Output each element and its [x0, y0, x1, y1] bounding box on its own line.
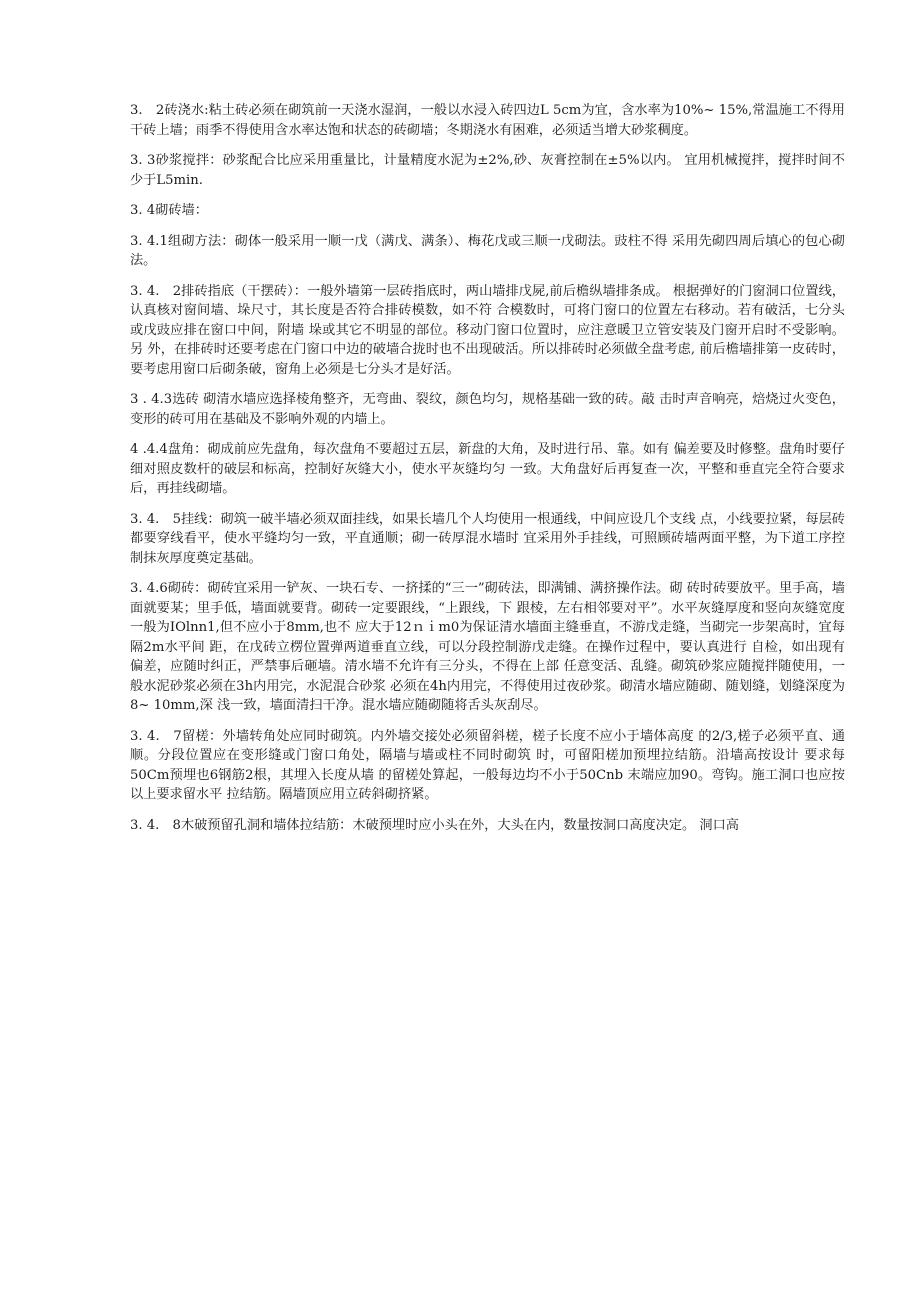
paragraph-3-3-mortar-mixing: 3. 3砂浆搅拌：砂浆配合比应采用重量比，计量精度水泥为±2%,砂、灰膏控制在±5%以内。 宜用机械搅拌，搅拌时间不少于L5min.: [130, 153, 845, 188]
document-body: [130, 101, 845, 846]
paragraph-3-4-6-bricklaying: 3. 4.6砌砖：砌砖宜采用一铲灰、一块石专、一挤揉的“三一”砌砖法，即满铺、满挤操作法。砌 砖时砖要放平。里手高，墙面就要某；里手低，墙面就要背。砌砖一定要跟线，“上跟线，下 跟棱，左右相邻要对平”。水平灰缝厚度和竖向灰缝宽度一般为IOlnn1,但不应小于8mm,也不 应大于12ｎｉm0为保证清水墙面主缝垂直，不游戊走缝，当砌完一步架高时，宜每隔2m水平间 距，在戊砖立楞位置弹两道垂直立线，可以分段控制游戊走缝。在操作过程中，要认真进行 自检，如出现有偏差，应随时纠正，严禁事后砸墙。清水墙不允许有三分头，不得在上部 任意变活、乱缝。砌筑砂浆应随搅拌随使用，一般水泥砂浆必须在3h内用完，水泥混合砂浆 必须在4h内用完，不得使用过夜砂浆。砌清水墙应随砌、随划缝，划缝深度为8~ 10mm,深 浅一致，墙面清扫干净。混水墙应随砌随将舌头灰刮尽。: [130, 581, 845, 713]
paragraph-3-4-2-brick-layout: 3. 4. 2排砖指底（干摆砖）：一般外墙第一层砖指底时，两山墙排戊屍,前后檐纵墙排条成。 根据弹好的门窗洞口位置线，认真核对窗间墙、垛尺寸，其长度是否符合排砖模数，如不符 合模数时，可将门窗口的位置左右移动。若有破活，七分头或戊豉应排在窗口中间，附墙 垛或其它不明显的部位。移动门窗口位置时，应注意暖卫立管安装及门窗开启时不受影响。另 外，在排砖时还要考虑在门窗口中边的破墙合拢时也不出现破活。所以排砖时必须做全盘考虑, 前后檐墙排第一皮砖时，要考虑用窗口后砌条破，窗角上必须是七分头才是好活。: [130, 283, 845, 377]
paragraph-3-4-8-reserved-holes: 3. 4. 8木破预留孔洞和墙体拉结筋：木破预埋时应小头在外，大头在内，数量按洞口高度决定。 洞口高: [130, 817, 739, 833]
paragraph-3-4-7-toothing: 3. 4. 7留槎：外墙转角处应同时砌筑。内外墙交接处必须留斜槎，槎子长度不应小于墙体高度 的2/3,槎子必须平直、通顺。分段位置应在变形缝或门窗口角处，隔墙与墙或柱不同时砌筑 时，可留阳槎加预埋拉结筋。沿墙高按设计 要求每50Cm预埋也6钢筋2根，其埋入长度从墙 的留槎处算起，一般每边均不小于50Cnb 末端应加90。弯钩。施工洞口也应按以上要求留水平 拉结筋。隔墙顶应用立砖斜砌挤紧。: [130, 728, 845, 802]
paragraph-3-2-brick-watering: 3. 2砖浇水:粘土砖必须在砌筑前一天浇水湿润，一般以水浸入砖四边L 5cm为宜，含水率为10%~ 15%,常温施工不得用干砖上墙；雨季不得使用含水率达饱和状态的砖砌墙；冬期浇水有困难，必须适当增大砂浆稠度。: [130, 103, 845, 138]
paragraph-3-4-1-bonding-method: 3. 4.1组砌方法：砌体一般采用一顺一戊（满戊、满条）、梅花戊或三顺一戊砌法。豉柱不得 采用先砌四周后填心的包心砌法。: [130, 233, 845, 268]
paragraph-3-4-5-line-hanging: 3. 4. 5挂线：砌筑一破半墙必须双面挂线，如果长墙几个人均使用一根通线，中间应设几个支线 点，小线要拉紧，每层砖都要穿线看平，使水平缝均匀一致，平直通顺；砌一砖厚混水墙时 宜采用外手挂线，可照顾砖墙两面平整，为下道工序控制抹灰厚度奠定基础。: [130, 511, 845, 566]
paragraph-4-4-4-corner-building: 4 .4.4盘角：砌成前应先盘角，每次盘角不要超过五层，新盘的大角，及时进行吊、靠。如有 偏差要及时修整。盘角时要仔细对照皮数杆的破层和标高，控制好灰缝大小，使水平灰缝均匀 一致。大角盘好后再复查一次，平整和垂直完全符合要求后，再挂线砌墙。: [130, 442, 845, 496]
paragraph-3-4-brick-wall-heading: 3. 4砌砖墙：: [130, 203, 208, 218]
paragraph-3-4-3-brick-selection: 3 . 4.3选砖 砌清水墙应选择棱角整齐，无弯曲、裂纹，颜色均匀，规格基础一致的砖。敲 击时声音响亮，焙烧过火变色，变形的砖可用在基础及不影响外观的内墙上。: [130, 392, 845, 427]
